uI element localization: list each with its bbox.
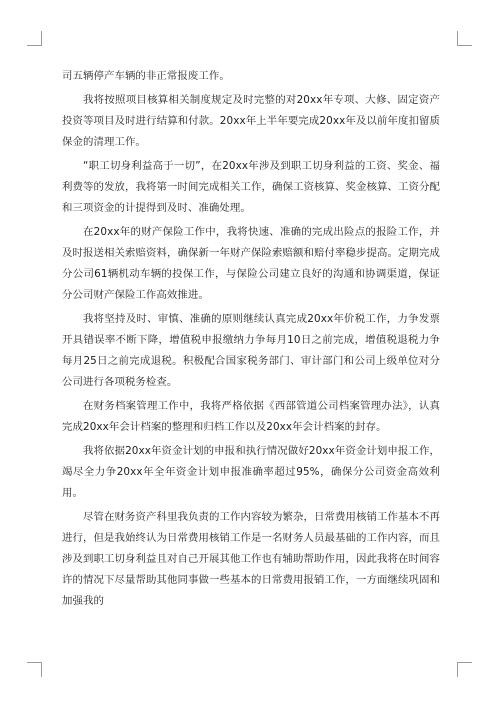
paragraph-3: “职工切身利益高于一切”，在20xx年涉及到职工切身利益的工资、奖金、福利费等的发放，我将第一时间完成相关工作，确保工资核算、奖金核算、工资分配和三项资金的计提得到及时、准确处理。 xyxy=(62,160,440,214)
crop-mark-top-left xyxy=(27,31,42,46)
paragraph-8: 尽管在财务资产科里我负责的工作内容较为繁杂，日常费用核销工作基本不再进行，但是我始终认为日常费用核销工作是一名财务人员最基础的工作内容，而且涉及到职工切身利益且对自己开展其他工作也有辅助帮助作用，因此我将在时间容许的情况下尽量帮助其他同事做一些基本的日常费用报销工作，一方面继续巩固和加强我的 xyxy=(62,511,440,607)
crop-mark-bottom-right xyxy=(457,662,472,677)
paragraph-6: 在财务档案管理工作中，我将严格依据《西部管道公司档案管理办法》，认真完成20xx年会计档案的整理和归档工作以及20xx年会计档案的封存。 xyxy=(62,400,440,433)
paragraph-4: 在20xx年的财产保险工作中，我将快速、准确的完成出险点的报险工作，并及时报送相关索赔资料，确保新一年财产保险索赔额和赔付率稳步提高。定期完成分公司61辆机动车辆的投保工作，与保险公司建立良好的沟通和协调渠道，保证分公司财产保险工作高效推进。 xyxy=(62,226,440,301)
paragraph-2: 我将按照项目核算相关制度规定及时完整的对20xx年专项、大修、固定资产投资等项目及时进行结算和付款。20xx年上半年要完成20xx年及以前年度扣留质保金的清理工作。 xyxy=(62,94,440,148)
crop-mark-bottom-left xyxy=(27,662,42,677)
document-body xyxy=(62,66,440,615)
paragraph-1: 司五辆停产车辆的非正常报废工作。 xyxy=(62,70,230,82)
paragraph-5: 我将坚持及时、审慎、准确的原则继续认真完成20xx年价税工作，力争发票开具错误率不断下降，增值税申报缴纳力争每月10日之前完成，增值税退税力争每月25日之前完成退税。积极配合国家税务部门、审计部门和公司上级单位对分公司进行各项税务检查。 xyxy=(62,313,440,388)
crop-mark-top-right xyxy=(457,31,472,46)
paragraph-7: 我将依据20xx年资金计划的申报和执行情况做好20xx年资金计划申报工作，竭尽全力争20xx年全年资金计划申报准确率超过95%，确保分公司资金高效利用。 xyxy=(62,445,440,499)
